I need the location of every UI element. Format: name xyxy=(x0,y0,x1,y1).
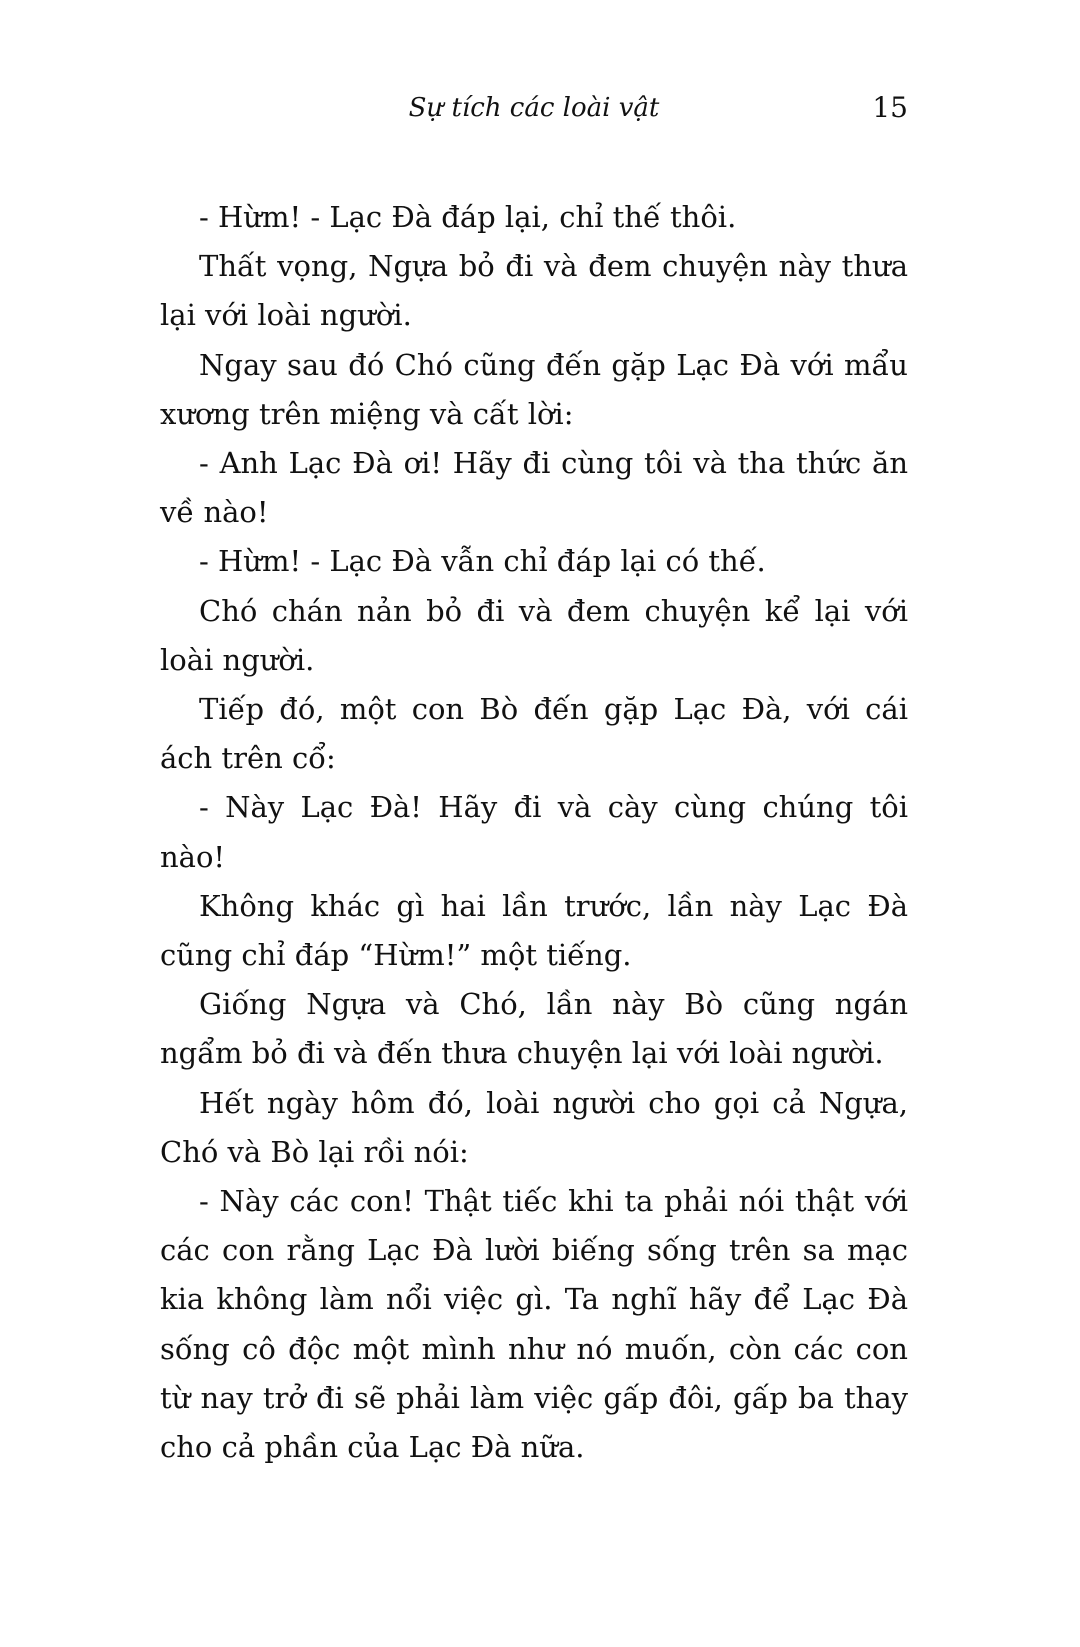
paragraph: - Hừm! - Lạc Đà đáp lại, chỉ thế thôi. xyxy=(199,200,737,234)
paragraph: Thất vọng, Ngựa bỏ đi và đem chuyện này thưa lại với loài người. xyxy=(160,249,908,333)
paragraph: Chó chán nản bỏ đi và đem chuyện kể lại với loài người. xyxy=(160,593,908,677)
paragraph: Giống Ngựa và Chó, lần này Bò cũng ngán ngẩm bỏ đi và đến thưa chuyện lại với loài người. xyxy=(160,987,908,1071)
paragraph: - Anh Lạc Đà ơi! Hãy đi cùng tôi và tha thức ăn về nào! xyxy=(160,446,908,530)
body-text xyxy=(160,193,908,1472)
paragraph: Hết ngày hôm đó, loài người cho gọi cả Ngựa, Chó và Bò lại rồi nói: xyxy=(160,1085,908,1169)
paragraph: - Này Lạc Đà! Hãy đi và cày cùng chúng tôi nào! xyxy=(160,790,908,874)
paragraph: - Này các con! Thật tiếc khi ta phải nói thật với các con rằng Lạc Đà lười biếng sống trên sa mạc kia không làm nổi việc gì. Ta nghĩ hãy để Lạc Đà sống cô độc một mình như nó muốn, còn các con từ nay trở đi sẽ phải làm việc gấp đôi, gấp ba thay cho cả phần của Lạc Đà nữa. xyxy=(160,1184,908,1465)
paragraph: Ngay sau đó Chó cũng đến gặp Lạc Đà với mẩu xương trên miệng và cất lời: xyxy=(160,347,908,431)
paragraph: Không khác gì hai lần trước, lần này Lạc Đà cũng chỉ đáp “Hừm!” một tiếng. xyxy=(160,888,908,973)
page-number: 15 xyxy=(872,91,908,124)
page-header xyxy=(160,86,908,130)
paragraph: Tiếp đó, một con Bò đến gặp Lạc Đà, với cái ách trên cổ: xyxy=(160,692,908,776)
running-title: Sự tích các loài vật xyxy=(408,93,660,123)
paragraph: - Hừm! - Lạc Đà vẫn chỉ đáp lại có thế. xyxy=(199,544,766,579)
